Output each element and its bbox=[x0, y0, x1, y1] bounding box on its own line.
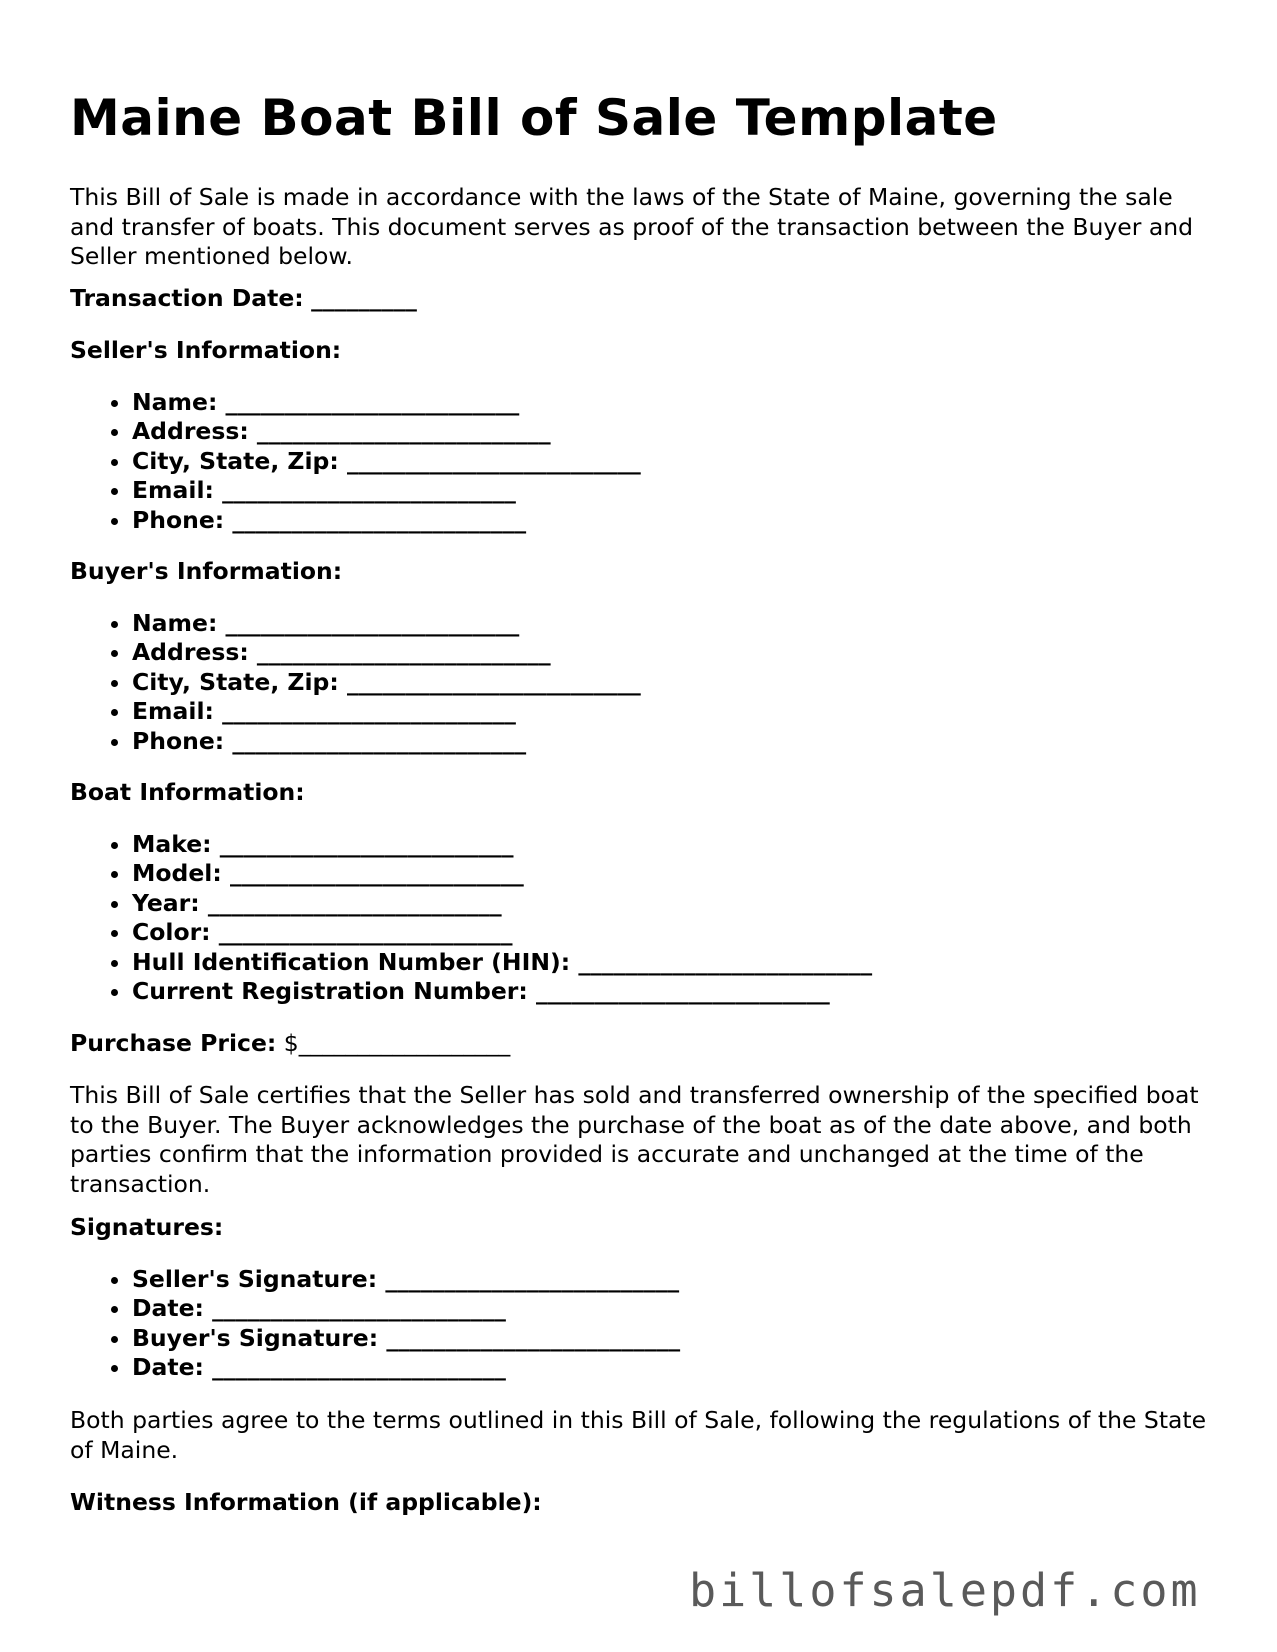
seller-phone-field[interactable]: _________________________ bbox=[232, 505, 527, 534]
list-item bbox=[132, 668, 1210, 698]
list-item bbox=[132, 1294, 1210, 1324]
boat-color-label: Color: bbox=[132, 918, 211, 947]
seller-email-label: Email: bbox=[132, 476, 214, 505]
seller-date-field[interactable]: _________________________ bbox=[212, 1294, 506, 1323]
buyer-email-label: Email: bbox=[132, 697, 214, 726]
list-item bbox=[132, 1324, 1210, 1354]
buyer-address-field[interactable]: _________________________ bbox=[256, 638, 551, 667]
buyer-address-label: Address: bbox=[132, 638, 249, 667]
agreement-paragraph: Both parties agree to the terms outlined in this Bill of Sale, following the regulations of the State of Maine. bbox=[70, 1406, 1207, 1464]
signatures-section bbox=[70, 1213, 1210, 1383]
seller-name-field[interactable]: _________________________ bbox=[225, 387, 520, 416]
page-title: Maine Boat Bill of Sale Template bbox=[70, 89, 998, 147]
boat-make-label: Make: bbox=[132, 829, 212, 858]
list-item bbox=[132, 447, 1210, 477]
buyer-signature-label: Buyer's Signature: bbox=[132, 1323, 379, 1352]
list-item bbox=[132, 417, 1210, 447]
buyer-email-field[interactable]: _________________________ bbox=[222, 697, 516, 726]
watermark-text: billofsalepdf.com bbox=[689, 1564, 1201, 1617]
boat-color-field[interactable]: _________________________ bbox=[218, 918, 513, 947]
seller-address-field[interactable]: _________________________ bbox=[256, 417, 551, 446]
buyer-phone-label: Phone: bbox=[132, 726, 225, 755]
purchase-price-label: Purchase Price: bbox=[70, 1029, 277, 1057]
list-item bbox=[132, 889, 1210, 919]
list-item bbox=[132, 727, 1210, 757]
boat-year-label: Year: bbox=[132, 888, 200, 917]
list-item bbox=[132, 638, 1210, 668]
signatures-heading: Signatures: bbox=[70, 1213, 224, 1241]
purchase-price-field[interactable]: __________________ bbox=[298, 1029, 511, 1057]
seller-signature-field[interactable]: _________________________ bbox=[385, 1264, 680, 1293]
buyer-section bbox=[70, 557, 1210, 756]
boat-make-field[interactable]: _________________________ bbox=[219, 829, 514, 858]
buyer-fields-list bbox=[70, 609, 1210, 757]
seller-address-label: Address: bbox=[132, 417, 249, 446]
boat-fields-list bbox=[70, 830, 1210, 1008]
signatures-fields-list bbox=[70, 1265, 1210, 1383]
list-item bbox=[132, 1265, 1210, 1295]
transaction-date-label: Transaction Date: bbox=[70, 284, 304, 312]
buyer-city-field[interactable]: _________________________ bbox=[346, 667, 641, 696]
boat-registration-label: Current Registration Number: bbox=[132, 977, 528, 1006]
list-item bbox=[132, 1353, 1210, 1383]
witness-heading: Witness Information (if applicable): bbox=[70, 1488, 542, 1516]
boat-registration-field[interactable]: _________________________ bbox=[535, 977, 830, 1006]
buyer-date-field[interactable]: _________________________ bbox=[212, 1353, 506, 1382]
list-item bbox=[132, 948, 1210, 978]
purchase-price-line bbox=[70, 1029, 1210, 1059]
seller-fields-list bbox=[70, 388, 1210, 536]
buyer-heading: Buyer's Information: bbox=[70, 557, 343, 585]
seller-name-label: Name: bbox=[132, 387, 218, 416]
seller-city-label: City, State, Zip: bbox=[132, 446, 339, 475]
certification-paragraph: This Bill of Sale certifies that the Seller has sold and transferred ownership of the specified boat to the Buyer. The Buyer acknowledges the purchase of the boat as of the date above, and both parties confirm that the information provided is accurate and unchanged at the time of the transaction. bbox=[70, 1081, 1199, 1198]
buyer-date-label: Date: bbox=[132, 1353, 204, 1382]
list-item bbox=[132, 859, 1210, 889]
boat-year-field[interactable]: _________________________ bbox=[207, 888, 502, 917]
list-item bbox=[132, 609, 1210, 639]
boat-section bbox=[70, 778, 1210, 1007]
seller-section bbox=[70, 336, 1210, 535]
boat-heading: Boat Information: bbox=[70, 778, 305, 806]
seller-city-field[interactable]: _________________________ bbox=[346, 446, 641, 475]
buyer-phone-field[interactable]: _________________________ bbox=[232, 726, 527, 755]
list-item bbox=[132, 697, 1210, 727]
intro-paragraph: This Bill of Sale is made in accordance with the laws of the State of Maine, governing the sale and transfer of boats. This document serves as proof of the transaction between the Buyer and Seller mentioned below. bbox=[70, 183, 1194, 270]
boat-model-label: Model: bbox=[132, 859, 222, 888]
currency-symbol: $ bbox=[283, 1029, 299, 1057]
list-item bbox=[132, 476, 1210, 506]
transaction-date-line bbox=[70, 284, 1210, 314]
boat-model-field[interactable]: _________________________ bbox=[229, 859, 524, 888]
buyer-signature-field[interactable]: _________________________ bbox=[386, 1323, 681, 1352]
buyer-city-label: City, State, Zip: bbox=[132, 667, 339, 696]
seller-signature-label: Seller's Signature: bbox=[132, 1264, 378, 1293]
boat-hin-field[interactable]: _________________________ bbox=[578, 947, 873, 976]
seller-email-field[interactable]: _________________________ bbox=[222, 476, 516, 505]
transaction-date-field[interactable]: _________ bbox=[311, 284, 417, 312]
boat-hin-label: Hull Identification Number (HIN): bbox=[132, 947, 571, 976]
list-item bbox=[132, 388, 1210, 418]
seller-phone-label: Phone: bbox=[132, 505, 225, 534]
buyer-name-field[interactable]: _________________________ bbox=[225, 608, 520, 637]
list-item bbox=[132, 918, 1210, 948]
buyer-name-label: Name: bbox=[132, 608, 218, 637]
list-item bbox=[132, 977, 1210, 1007]
list-item bbox=[132, 506, 1210, 536]
seller-heading: Seller's Information: bbox=[70, 336, 342, 364]
seller-date-label: Date: bbox=[132, 1294, 204, 1323]
list-item bbox=[132, 830, 1210, 860]
document-page bbox=[70, 84, 1210, 1516]
